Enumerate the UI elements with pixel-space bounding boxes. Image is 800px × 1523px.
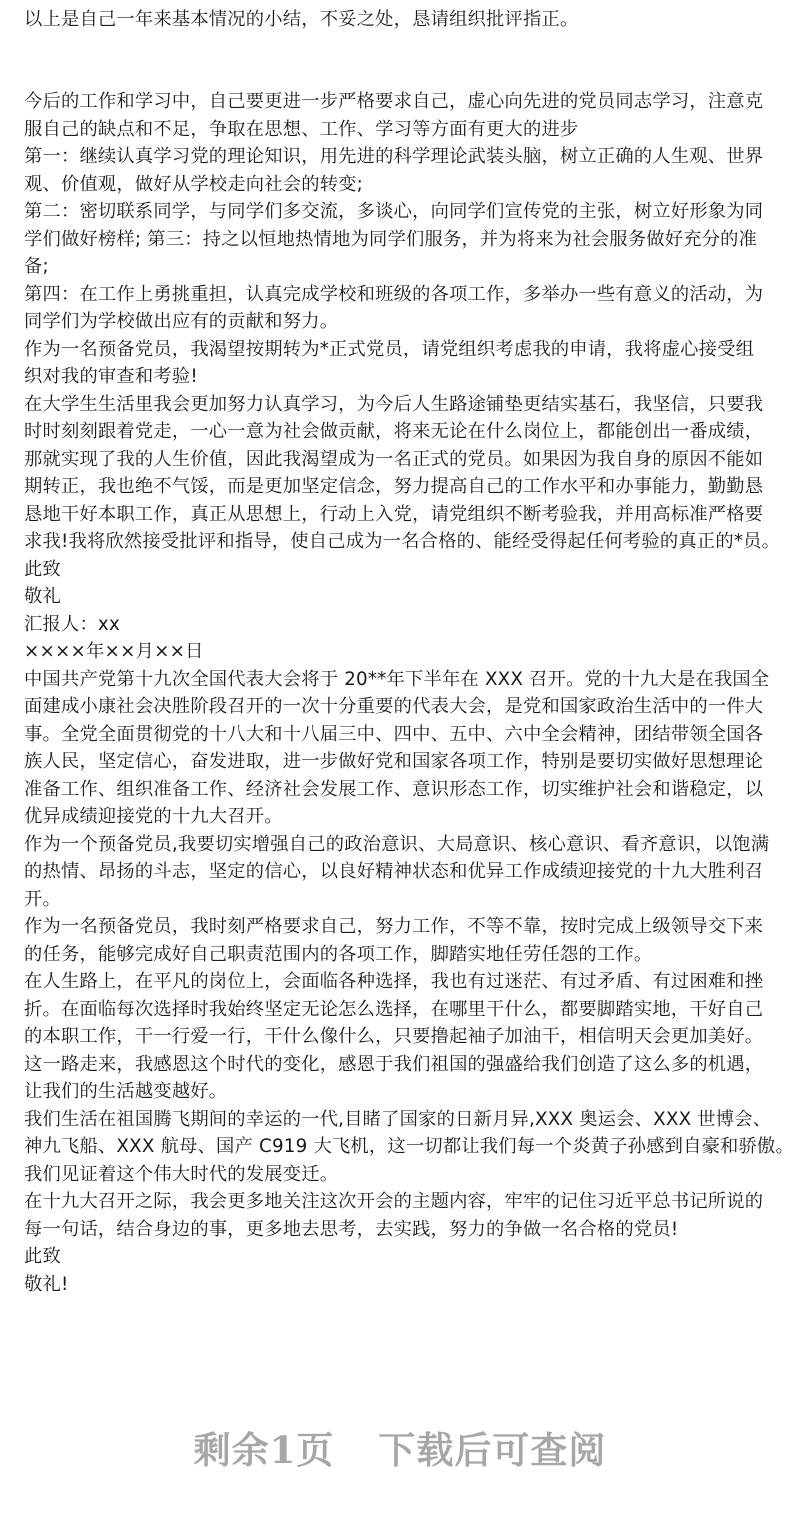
text-line: 织对我的审查和考验! xyxy=(24,366,198,387)
text-line: 中国共产党第十九次全国代表大会将于 20**年下半年在 XXX 召开。党的十九大是在我国全 xyxy=(24,668,770,690)
text-line: 第四：在工作上勇挑重担，认真完成学校和班级的各项工作，多举办一些有意义的活动，为 xyxy=(24,283,764,305)
download-to-view-label[interactable]: 下载后可查阅 xyxy=(378,1428,607,1472)
text-line: 第一：继续认真学习党的理论知识，用先进的科学理论武装头脑，树立正确的人生观、世界 xyxy=(24,146,764,167)
text-line: 求我!我将欣然接受批评和指导，使自己成为一名合格的、能经受得起任何考验的真正的*员。 xyxy=(24,531,781,552)
text-line: 此致 xyxy=(24,1246,61,1267)
text-line: 作为一名预备党员，我时刻严格要求自己，努力工作，不等不靠，按时完成上级领导交下来 xyxy=(24,916,764,937)
text-line: 折。在面临每次选择时我始终坚定无论怎么选择，在哪里干什么，都要脚踏实地，干好自己 xyxy=(24,998,764,1020)
download-banner[interactable] xyxy=(0,1420,800,1474)
text-line: 期转正，我也绝不气馁，而是更加坚定信念，努力提高自己的工作水平和办事能力，勤勤恳 xyxy=(24,476,764,497)
text-line: 的热情、昂扬的斗志，坚定的信心，以良好精神状态和优异工作成绩迎接党的十九大胜利召 xyxy=(24,861,764,882)
text-line: 我们生活在祖国腾飞期间的幸运的一代,目睹了国家的日新月异,XXX 奥运会、XXX 世博会、 xyxy=(24,1108,772,1130)
text-line: 服自己的缺点和不足，争取在思想、工作、学习等方面有更大的进步 xyxy=(24,118,579,140)
text-line: 敬礼! xyxy=(24,1273,69,1295)
text-line: 我们见证着这个伟大时代的发展变迁。 xyxy=(24,1163,339,1185)
text-line: ××××年××月××日 xyxy=(24,641,204,662)
text-line: 此致 xyxy=(24,558,61,580)
text-line: 时时刻刻跟着党走，一心一意为社会做贡献，将来无论在什么岗位上，都能创出一番成绩， xyxy=(24,421,764,442)
text-line: 学们做好榜样; 第三：持之以恒地热情地为同学们服务，并为将来为社会服务做好充分的准 xyxy=(24,228,758,250)
text-line: 恳地干好本职工作，真正从思想上，行动上入党，请党组织不断考验我，并用高标准严格要 xyxy=(24,503,764,525)
text-line: 这一路走来，我感恩这个时代的变化，感恩于我们祖国的强盛给我们创造了这么多的机遇， xyxy=(24,1053,764,1075)
text-line: 开。 xyxy=(24,888,61,910)
text-line: 备; xyxy=(24,256,49,277)
text-line: 每一句话，结合身边的事，更多地去思考，去实践，努力的争做一名合格的党员! xyxy=(24,1218,679,1240)
text-line: 让我们的生活越变越好。 xyxy=(24,1081,228,1102)
text-line: 今后的工作和学习中，自己要更进一步严格要求自己，虚心向先进的党员同志学习，注意克 xyxy=(24,91,764,112)
remaining-pages-label: 剩余1页 xyxy=(193,1428,335,1472)
text-line: 同学们为学校做出应有的贡献和努力。 xyxy=(24,311,339,332)
text-line: 作为一个预备党员,我要切实增强自己的政治意识、大局意识、核心意识、看齐意识，以饱满 xyxy=(24,833,770,855)
text-line: 准备工作、组织准备工作、经济社会发展工作、意识形态工作，切实维护社会和谐稳定，以 xyxy=(24,778,764,800)
text-line: 那就实现了我的人生价值，因此我渴望成为一名正式的党员。如果因为我自身的原因不能如 xyxy=(24,448,764,470)
text-line: 事。全党全面贯彻党的十八大和十八届三中、四中、五中、六中全会精神，团结带领全国各 xyxy=(24,723,764,745)
text-line: 敬礼 xyxy=(24,586,61,607)
text-line: 神九飞船、XXX 航母、国产 C919 大飞机，这一切都让我们每一个炎黄子孙感到自豪和骄傲。 xyxy=(24,1136,794,1157)
document-body xyxy=(0,88,800,1298)
text-line: 作为一名预备党员，我渴望按期转为*正式党员，请党组织考虑我的申请，我将虚心接受组 xyxy=(24,338,755,360)
intro-paragraph: 以上是自己一年来基本情况的小结，不妥之处，恳请组织批评指正。 xyxy=(24,9,579,30)
text-line: 观、价值观，做好从学校走向社会的转变; xyxy=(24,173,364,195)
text-line: 的任务，能够完成好自己职责范围内的各项工作，脚踏实地任劳任怨的工作。 xyxy=(24,943,653,965)
text-line: 第二：密切联系同学，与同学们多交流，多谈心，向同学们宣传党的主张，树立好形象为同 xyxy=(24,201,764,222)
text-line: 在大学生生活里我会更加努力认真学习，为今后人生路途铺垫更结实基石，我坚信，只要我 xyxy=(24,393,764,415)
text-line: 的本职工作，干一行爱一行，干什么像什么，只要撸起袖子加油干，相信明天会更加美好。 xyxy=(24,1026,764,1047)
text-line: 在十九大召开之际，我会更多地关注这次开会的主题内容，牢牢的记住习近平总书记所说的 xyxy=(24,1191,764,1212)
text-line: 面建成小康社会决胜阶段召开的一次十分重要的代表大会，是党和国家政治生活中的一件大 xyxy=(24,696,764,717)
text-line: 优异成绩迎接党的十九大召开。 xyxy=(24,806,283,827)
text-line: 在人生路上，在平凡的岗位上，会面临各种选择，我也有过迷茫、有过矛盾、有过困难和挫 xyxy=(24,971,764,992)
text-line: 汇报人：xx xyxy=(24,613,120,635)
text-line: 族人民，坚定信心，奋发进取，进一步做好党和国家各项工作，特别是要切实做好思想理论 xyxy=(24,751,764,772)
